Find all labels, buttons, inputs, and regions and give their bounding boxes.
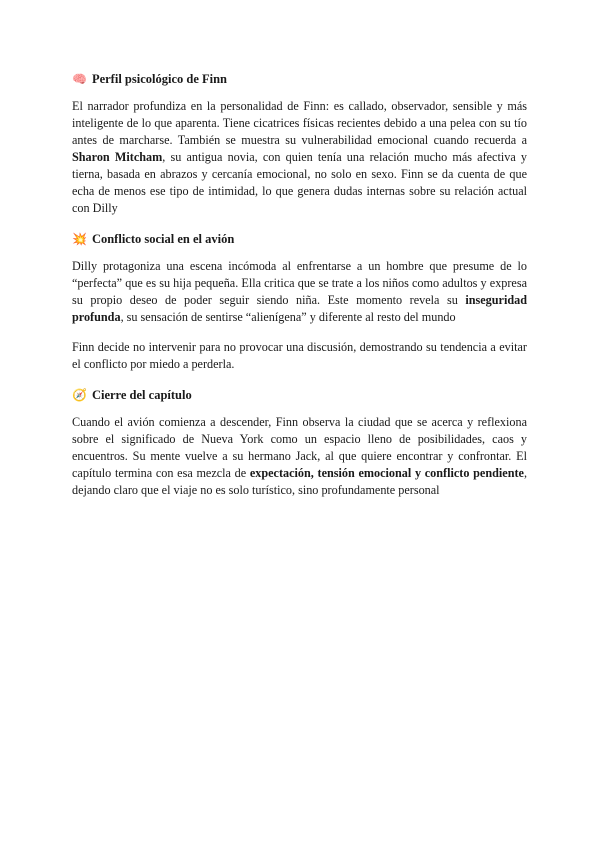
section-heading [72,230,527,248]
paragraph-text: El narrador profundiza en la personalidad de Finn: es callado, observador, sensible y más inteligente de lo que aparenta. Tiene cicatrices físicas recientes debido a una pelea con su tío antes de marcharse. También se muestra su vulnerabilidad emocional cuando recuerda a [72,99,527,147]
section-title: Conflicto social en el avión [91,232,235,246]
paragraph-text: , dejando claro que el viaje no es solo turístico, sino profundamente personal [72,466,527,497]
paragraph-text: Cuando el avión comienza a descender, Finn observa la ciudad que se acerca y reflexiona sobre el significado de Nueva York como un espacio lleno de posibilidades, caos y encuentros. Su mente vuelve a su hermano Jack, al que quiere encontrar y confrontar. El capítulo termina con esa mezcla de [72,415,527,480]
section-title: Perfil psicológico de Finn [91,72,228,86]
section-perfil-psicologico [72,70,527,217]
bold-text: expectación, tensión emocional y conflicto pendiente [249,466,524,480]
section-heading [72,70,527,88]
brain-icon: 🧠 [72,72,87,86]
section-conflicto-social [72,230,527,373]
section-title: Cierre del capítulo [91,388,192,402]
section-cierre-capitulo [72,386,527,499]
paragraph-text: Dilly protagoniza una escena incómoda al enfrentarse a un hombre que presume de lo “perfecta” que es su hija pequeña. Ella critica que se trate a los niños como adultos y expresa su propio deseo de poder seguir siendo niña. Este momento revela su [72,259,527,307]
paragraph-text: , su antigua novia, con quien tenía una relación mucho más afectiva y tierna, basada en abrazos y cercanía emocional, no solo en sexo. Finn se da cuenta de que echa de menos ese tipo de intimidad, lo que genera dudas internas sobre su relación actual con Dilly [72,150,527,215]
document-page [72,70,527,512]
paragraph [72,414,527,499]
bold-text: Sharon Mitcham [72,150,163,164]
compass-icon: 🧭 [72,388,87,402]
collision-icon: 💥 [72,232,87,246]
paragraph [72,258,527,326]
bold-text: inseguridad profunda [72,293,527,324]
section-heading [72,386,527,404]
paragraph [72,339,527,373]
paragraph-text: Finn decide no intervenir para no provocar una discusión, demostrando su tendencia a evitar el conflicto por miedo a perderla. [72,340,527,371]
paragraph-text: , su sensación de sentirse “alienígena” y diferente al resto del mundo [120,310,456,324]
paragraph [72,98,527,217]
